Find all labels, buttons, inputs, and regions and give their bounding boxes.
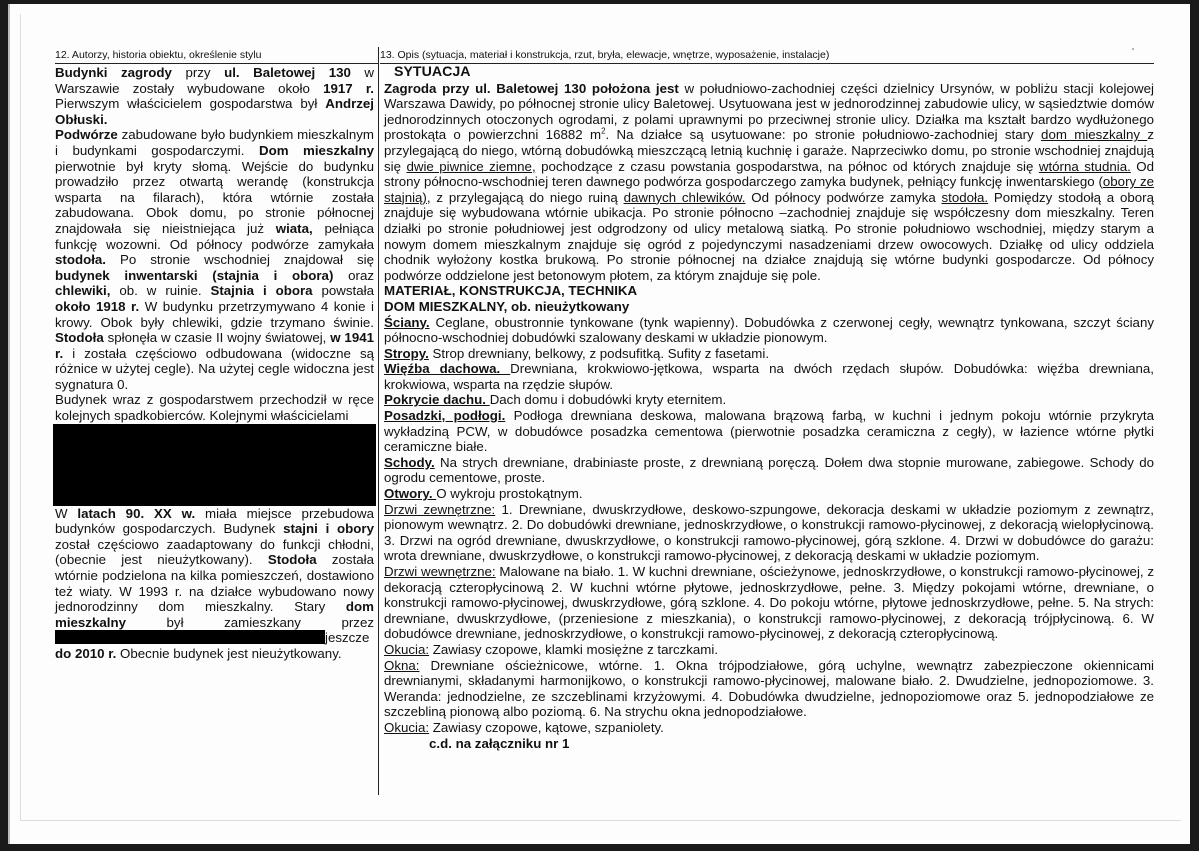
history-paragraph-4-text: W latach 90. XX w. miała miejsce przebudowa budynków gospodarczych. Budynek stajni i obory został częściowo zaadaptowany do funkcji chłodni, (obecnie jest nieużytkowany). Stodoła została wtórnie podzielona na kilka pomieszczeń, dostawiono też wiaty. W 1993 r. na działce wybudowano nowy jednorodzinny dom mieszkalny. Stary dom mieszkalny był zamieszkany przez: [55, 505, 375, 630]
item-label: Okna:: [384, 657, 420, 673]
history-paragraph-4-tail: jeszcze: [325, 630, 370, 646]
item-text: Podłoga drewniana deskowa, malowana brązową farbą, w kuchni i jednym pokoju wtórnie przykryta wykładziną PCW, w dobudówce posadzka cementowa (pierwotnie posadzka ceramiczna z cegły), w łazience wtórne płytki ceramiczne białe.: [384, 408, 1154, 455]
item-label: Okucia:: [384, 719, 430, 735]
underlined-run: dawnych chlewików.: [623, 189, 746, 205]
item-text: Zawiasy czopowe, klamki mosiężne z tarczkami.: [429, 641, 719, 657]
item-text: Dach domu i dobudówki kryty eternitem.: [489, 392, 727, 408]
item-text: O wykroju prostokątnym.: [436, 486, 583, 502]
history-paragraph-1: Budynki zagrody przy ul. Baletowej 130 w Warszawie zostały wybudowane około 1917 r. Pierwszym właścicielem gospodarstwa był Andrzej Obłuski.: [55, 65, 375, 127]
bold-run: Andrzej Obłuski.: [55, 96, 374, 127]
item-text: Strop drewniany, belkowy, z podsufitką. Sufity z fasetami.: [428, 345, 770, 361]
bold-run: Budynki zagrody: [55, 65, 172, 80]
item-text: Malowane na biało. 1. W kuchni drewniane, ościeżynowe, jednoskrzydłowe, o konstrukcji ramowo-płycinowej, z dekoracją czteropłycinową 2. W kuchni wtórne płytowe, jednoskrzydłowe, pełne. 3. Między pokojami wtórne, drewniane, o konstrukcji ramowo-płycinowej, dwuskrzydłowe, górą szklone. 4. Do pokoju wtórne, płytowe jednoskrzydłowe, pełne. 5. Na strych: drewniane, dwuskrzydłowe, (przeniesione z mieszkania), o konstrukcji ramowo-płycinowej, z dekoracją trójpłycinową. 6. W dobudówce drewniane, jednoskrzydłowe, o konstrukcji ramowo-płycinowej, z dekoracją czteropłycinową.: [384, 564, 1154, 642]
history-paragraph-2: Podwórze zabudowane było budynkiem mieszkalnym i budynkami gospodarczymi. Dom mieszkalny pierwotnie był kryty słomą. Wejście do budynku prowadziło przez otwartą werandę (konstrukcja wsparta na filarach), która wtórnie została zabudowana. Obok domu, po stronie północnej znajdowała się nieistniejąca już wiata, pełniąca funkcję wozowni. Od północy podwórze zamykała stodoła. Po stronie wschodniej znajdował się budynek inwentarski (stajnia i obora) oraz chlewiki, ob. w ruinie. Stajnia i obora powstała około 1918 r. W budynku przetrzymywano 4 konie i krowy. Obok były chlewiki, gdzie trzymano świnie. Stodoła spłonęła w czasie II wojny światowej, w 1941 r. i została częściowo odbudowana (widoczne są różnice w użytej cegle). Na użytej cegle widoczna jest sygnatura 0.: [55, 127, 375, 392]
item-label: Otwory.: [384, 486, 437, 502]
bold-run: latach 90. XX w.: [77, 505, 196, 521]
construction-item: [384, 361, 1154, 392]
construction-item: [384, 564, 1154, 642]
construction-item: [384, 502, 1154, 564]
bold-run: dom mieszkalny: [55, 599, 374, 630]
bold-run: stodoła.: [55, 252, 106, 268]
bold-run: w 1941 r.: [55, 330, 375, 361]
history-paragraph-3: Budynek wraz z gospodarstwem przechodził w ręce kolejnych spadkobierców. Kolejnymi właścicielami: [55, 392, 374, 424]
item-text: Drewniana, krokwiowo-jętkowa, wsparta na dwóch rzędach słupów. Dobudówka: więźba drewniana, krokwiowa, wsparta na rzędzie słupów.: [384, 361, 1154, 392]
heading-material: MATERIAŁ, KONSTRUKCJA, TECHNIKA: [384, 283, 638, 299]
bold-run: ul. Baletowej 130: [224, 65, 351, 80]
bold-run: Stodoła: [55, 330, 104, 346]
underlined-run: dom mieszkalny: [1041, 127, 1148, 143]
item-label: Okucia:: [384, 641, 430, 657]
continuation-note: c.d. na załączniku nr 1: [429, 735, 570, 751]
construction-items: [384, 315, 1154, 736]
item-label: Więźba dachowa.: [384, 361, 511, 377]
history-column: [55, 49, 374, 662]
heading-dom-mieszkalny: DOM MIESZKALNY, ob. nieużytkowany: [384, 298, 630, 314]
item-label: Drzwi wewnętrzne:: [384, 564, 496, 579]
bold-run: stajni i obory: [283, 521, 374, 537]
underlined-run: stodoła.: [941, 189, 989, 205]
history-paragraph-5: do 2010 r. Obecnie budynek jest nieużytkowany.: [55, 646, 342, 661]
item-label: Drzwi zewnętrzne:: [384, 501, 496, 517]
construction-item: [384, 392, 1154, 408]
superscript: 2: [601, 126, 606, 136]
item-label: Stropy.: [384, 345, 429, 361]
construction-item: [384, 720, 1154, 736]
redaction-inline: [55, 630, 325, 644]
bold-run: Stodoła: [267, 552, 317, 568]
construction-item: [384, 486, 1154, 502]
section-13-header: 13. Opis (sytuacja, materiał i konstrukcja, rzut, bryła, elewacje, wnętrze, wyposażenie, instalacje): [380, 49, 1154, 64]
history-paragraph-4: [55, 506, 374, 646]
construction-item: [384, 346, 1154, 362]
bold-run: do 2010 r.: [55, 646, 117, 661]
bold-run: Zagroda przy ul. Baletowej 130 położona jest: [384, 80, 679, 96]
item-text: Zawiasy czopowe, kątowe, szpaniolety.: [429, 719, 664, 735]
construction-item: [384, 455, 1154, 486]
sytuacja-paragraph: Zagroda przy ul. Baletowej 130 położona jest w południowo-zachodniej części dzielnicy Ursynów, w pobliżu stacji kolejowej Warszawa Dawidy, po północnej stronie ulicy Baletowej. Usytuowana jest w jednorodzinnej zabudowie ulicy, w sąsiedztwie domów jednorodzinnych otoczonych ogrodami, z polami uprawnymi po przeciwnej stronie ulicy. Działka ma kształt bardzo wydłużonego prostokąta o powierzchni 16882 $m^2$. Na działce są usytuowane: po stronie południowo-zachodniej stary dom mieszkalny z przylegającą do niego, wtórną dobudówką mieszczącą letnią kuchnię i garaże. Naprzeciwko domu, po stronie wschodniej znajdują się dwie piwnice ziemne, pochodzące z czasu powstania gospodarstwa, na północ od których znajduje się wtórna studnia. Od strony północno-wschodniej teren dawnego podwórza gospodarczego zamyka budynek, pełniący funkcję inwentarskiego (obory ze stajnią), z przylegającą do niego ruiną dawnych chlewików. Od północy podwórze zamyka stodoła. Pomiędzy stodołą a oborą znajduje się wybudowana wtórnie ubikacja. Po stronie północno –zachodniej znajduje się współczesny dom mieszkalny. Teren działki po stronie południowej jest odgrodzony od ulicy metalową siatką. Po stronie południowo wschodniej, między starym a nowym domem mieszkalnym znajduje się ogród z pojedynczymi nasadzeniami drzew owocowych. Działkę od ulicy oddziela chodnik wyłożony kostka brukową. Po stronie północnej na działce znajdują się wtórne budynki gospodarcze. Od północy podwórze oddzielone jest betonowym płotem, za którym znajduje się pole.: [384, 80, 1154, 283]
item-text: 1. Drewniane, dwuskrzydłowe, deskowo-szpungowe, dekoracja deskami w układzie poziomym z zewnątrz, pionowym wewnątrz. 2. Do dobudówki drewniane, jednoskrzydłowe, o konstrukcji ramowo-płycinowej, z dekoracją wielopłycinową. 3. Drzwi na ogród drewniane, dwuskrzydłowe, o konstrukcji ramowo-płycinowej, górą szklone. 4. Drzwi w dobudówce do garażu: wrota drewniane, dwuskrzydłowe, o konstrukcji ramowo-płycinowej, z dekoracją deskami w układzie poziomym.: [384, 501, 1154, 564]
item-label: Ściany.: [384, 314, 430, 330]
construction-item: [384, 408, 1154, 455]
underlined-run: obory ze stajnią),: [384, 174, 1154, 205]
underlined-run: wtórna studnia.: [1038, 158, 1131, 174]
redaction-block: [53, 424, 376, 506]
description-column: [380, 49, 1154, 751]
underlined-run: dwie piwnice ziemne,: [406, 158, 536, 174]
construction-item: [384, 642, 1154, 658]
item-label: Posadzki, podłogi.: [384, 408, 506, 424]
item-label: Schody.: [384, 454, 435, 470]
bold-run: wiata,: [275, 220, 313, 236]
item-text: Na strych drewniane, drabiniaste proste, z drewnianą poręczą. Dołem dwa stopnie murowane, zabiegowe. Schody do ogrodu cementowe, proste.: [384, 454, 1154, 486]
bold-run: Podwórze: [55, 127, 118, 143]
bold-run: około 1918 r.: [55, 298, 140, 314]
construction-item: [384, 658, 1154, 720]
section-12-header: 12. Autorzy, historia obiektu, określenie stylu: [55, 49, 379, 64]
construction-item: [384, 315, 1154, 346]
item-label: Pokrycie dachu.: [384, 392, 490, 408]
column-divider: [378, 47, 379, 795]
bold-run: Dom mieszkalny: [258, 142, 375, 158]
bold-run: 1917 r.: [323, 80, 375, 96]
item-text: Drewniane ościeżnicowe, wtórne. 1. Okna trójpodziałowe, górą uchylne, wewnątrz zabezpieczone okiennicami drewnianymi, składanymi harmonijkowo, o konstrukcji ramowo-płycinowej, malowane biało. 2. Dwudzielne, jednopoziomowe. 3. Weranda: jednodzielne, ze szczeblinami krzyżowymi. 4. Dobudówka dwudzielne, jednopoziomowe oraz 5. jednopodziałowe ze szczebliną pionową albo poziomą. 6. Na strychu okna jednopodziałowe.: [384, 657, 1154, 720]
heading-sytuacja: SYTUACJA: [394, 64, 471, 80]
bold-run: budynek inwentarski (stajnia i obora): [55, 267, 334, 283]
bold-run: chlewiki,: [55, 283, 111, 299]
bold-run: Stajnia i obora: [210, 283, 313, 299]
item-text: Ceglane, obustronnie tynkowane (tynk wapienny). Dobudówka z czerwonej cegły, wewnątrz tynkowana, szczyt ściany północno-wschodniej dobudówki szalowany deskami w układzie pionowym.: [384, 314, 1154, 346]
